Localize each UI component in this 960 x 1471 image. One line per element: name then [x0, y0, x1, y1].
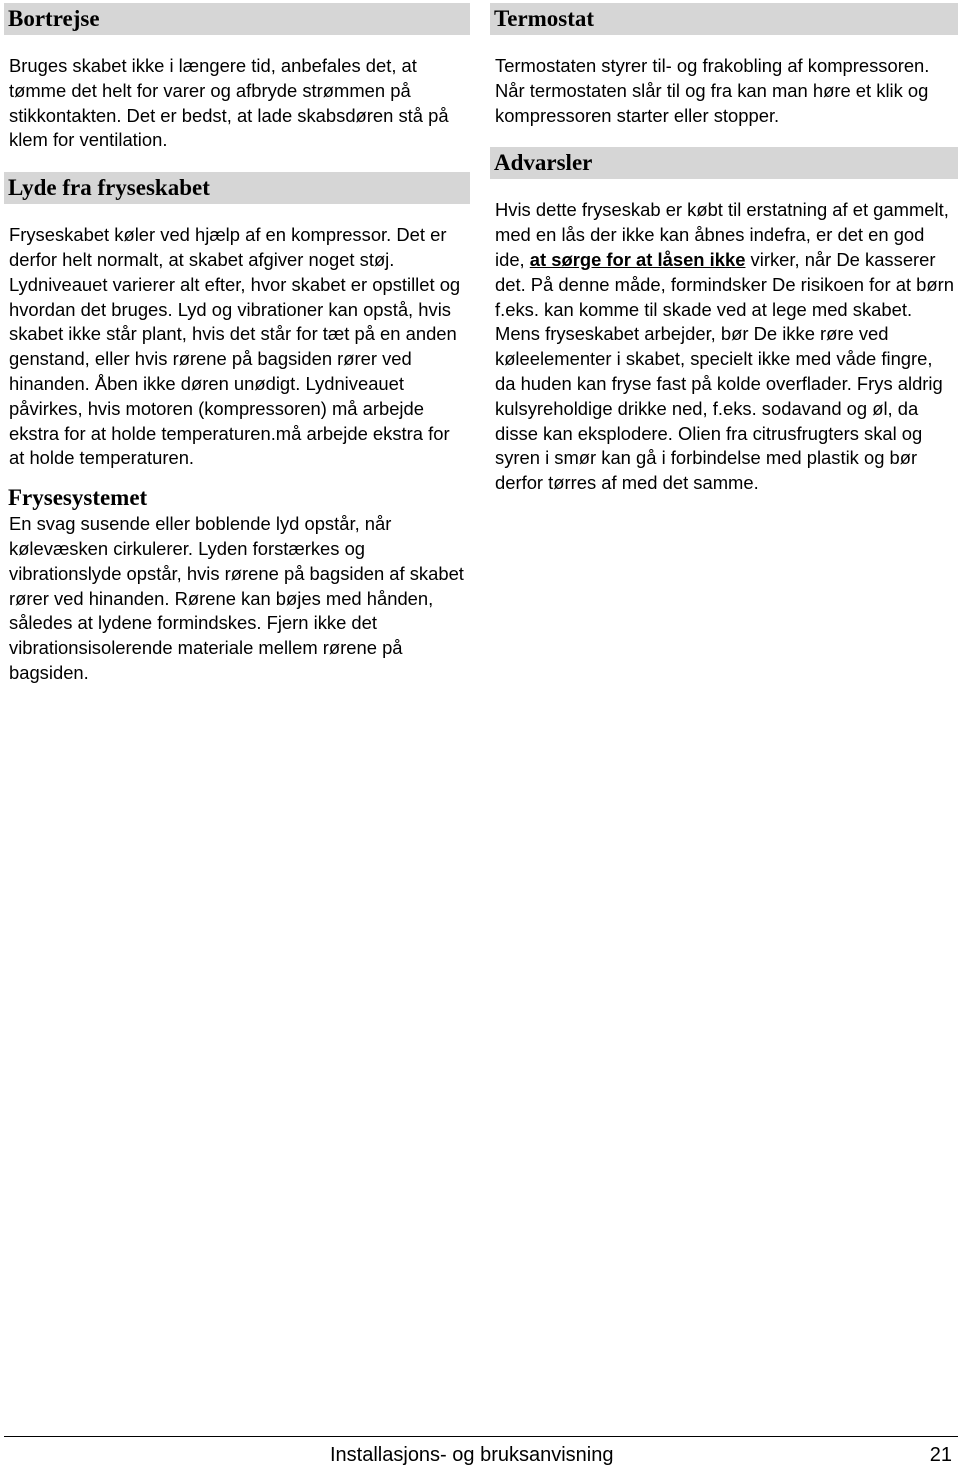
right-column	[490, 3, 956, 496]
heading-advarsler: Advarsler	[490, 147, 958, 179]
paragraph-bortrejse: Bruges skabet ikke i længere tid, anbefales det, at tømme det helt for varer og afbryde strømmen på stikkontakten. Det er bedst, at lade skabsdøren stå på klem for ventilation.	[9, 55, 449, 151]
paragraph-frysesystemet: En svag susende eller boblende lyd opstår, når kølevæsken cirkulerer. Lyden forstærkes og vibrationslyde opstår, hvis rørene på bagsiden af skabet rører ved hinanden. Rørene kan bøjes med hånden, således at lydene formindskes. Fjern ikke det vibrationsisolerende materiale mellem rørene på bagsiden.	[9, 513, 464, 683]
footer-divider	[4, 1436, 958, 1437]
paragraph-lyde: Fryseskabet køler ved hjælp af en kompressor. Det er derfor helt normalt, at skabet afgiver noget støj. Lydniveauet varierer alt efter, hvor skabet er opstillet og hvordan det bruges. Lyd og vibrationer kan opstå, hvis skabet ikke står plant, hvis det står for tæt på en anden genstand, eller hvis rørene på bagsiden rører ved hinanden. Åben ikke døren unødigt. Lydniveauet påvirkes, hvis motoren (kompressoren) må arbejde ekstra for at holde temperaturen.må arbejde ekstra for at holde temperaturen.	[9, 224, 461, 469]
advarsler-emphasis: at sørge for at låsen ikke	[529, 248, 746, 270]
paragraph-termostat: Termostaten styrer til- og frakobling af kompressoren. Når termostaten slår til og fra kan man høre et klik og kompressoren starter eller stopper.	[495, 55, 930, 126]
advarsler-text-start: Hvis dette fryseskab er købt til erstatning af et gammelt, med en lås der ikke kan åbnes indefra, er det en god ide,	[495, 199, 949, 270]
page-number: 21	[929, 1444, 952, 1466]
paragraph-advarsler	[490, 198, 956, 496]
heading-frysesystemet: Frysesystemet	[8, 485, 148, 511]
heading-termostat: Termostat	[490, 3, 958, 35]
footer-title: Installasjons- og bruksanvisning	[330, 1444, 614, 1466]
advarsler-text-end: virker, når De kasserer det. På denne måde, formindsker De risikoen for at børn f.eks. kan komme til skade ved at lege med skabet. Mens fryseskabet arbejder, bør De ikke røre ved køleelementer i skabet, specielt ikke med våde fingre, da huden kan fryse fast på kolde overflader. Frys aldrig kulsyreholdige drikke ned, f.eks. sodavand og øl, da disse kan eksplodere. Olien fra citrusfrugters skal og syren i smør kan gå i forbindelse med plastik og bør derfor tørres af med det samme.	[495, 248, 954, 494]
heading-bortrejse: Bortrejse	[4, 3, 470, 35]
left-column	[4, 3, 470, 686]
heading-lyde: Lyde fra fryseskabet	[4, 172, 470, 204]
